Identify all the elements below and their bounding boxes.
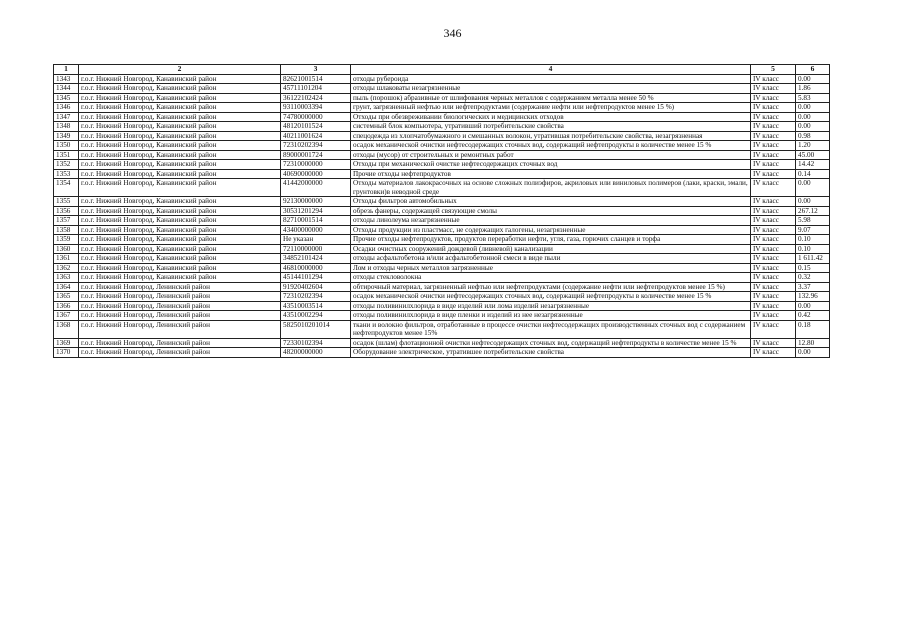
waste-name-cell: Отходы фильтров автомобильных <box>351 197 751 207</box>
hazard-class-cell: IV класс <box>751 292 796 302</box>
amount-cell: 0.32 <box>796 273 830 283</box>
row-number: 1352 <box>54 160 79 170</box>
hazard-class-cell: IV класс <box>751 282 796 292</box>
table-row <box>54 197 830 207</box>
location-cell: г.о.г. Нижний Новгород, Канавинский район <box>79 169 281 179</box>
hazard-class-cell: IV класс <box>751 84 796 94</box>
code-cell: 43400000000 <box>281 225 351 235</box>
table-row <box>54 206 830 216</box>
code-cell: 74780000000 <box>281 112 351 122</box>
waste-name-cell: Отходы материалов лакокрасочных на основе сложных полиэфиров, акриловых или виниловых полимеров (лаки, краски, эмали, грунтовки)в неводной среде <box>351 179 751 197</box>
row-number: 1345 <box>54 93 79 103</box>
waste-name-cell: Отходы при обезвреживании биологических и медицинских отходов <box>351 112 751 122</box>
waste-name-cell: Отходы продукции из пластмасс, не содержащих галогены, незагрязненные <box>351 225 751 235</box>
table-row <box>54 320 830 338</box>
code-cell: 72110000000 <box>281 244 351 254</box>
hazard-class-cell: IV класс <box>751 93 796 103</box>
waste-name-cell: отходы линолеума незагрязненные <box>351 216 751 226</box>
waste-table <box>53 64 830 358</box>
code-cell: 82710001514 <box>281 216 351 226</box>
hazard-class-cell: IV класс <box>751 216 796 226</box>
hazard-class-cell: IV класс <box>751 320 796 338</box>
code-cell: 45711101204 <box>281 84 351 94</box>
hazard-class-cell: IV класс <box>751 103 796 113</box>
amount-cell: 0.10 <box>796 235 830 245</box>
waste-name-cell: отходы рубероида <box>351 74 751 84</box>
location-cell: г.о.г. Нижний Новгород, Канавинский район <box>79 216 281 226</box>
amount-cell: 0.00 <box>796 348 830 358</box>
amount-cell: 132.96 <box>796 292 830 302</box>
location-cell: г.о.г. Нижний Новгород, Канавинский район <box>79 235 281 245</box>
row-number: 1356 <box>54 206 79 216</box>
waste-name-cell: системный блок компьютера, утративший потребительские свойства <box>351 122 751 132</box>
waste-name-cell: Осадки очистных сооружений дождевой (ливневой) канализации <box>351 244 751 254</box>
location-cell: г.о.г. Нижний Новгород, Ленинский район <box>79 311 281 321</box>
location-cell: г.о.г. Нижний Новгород, Канавинский район <box>79 112 281 122</box>
table-row <box>54 74 830 84</box>
hazard-class-cell: IV класс <box>751 112 796 122</box>
amount-cell: 0.10 <box>796 244 830 254</box>
amount-cell: 12.80 <box>796 338 830 348</box>
waste-name-cell: обтирочный материал, загрязненный нефтью или нефтепродуктами (содержание нефти или нефтепродуктов менее 15 %) <box>351 282 751 292</box>
table-row <box>54 311 830 321</box>
location-cell: г.о.г. Нижний Новгород, Канавинский район <box>79 141 281 151</box>
row-number: 1362 <box>54 263 79 273</box>
amount-cell: 1.86 <box>796 84 830 94</box>
waste-name-cell: отходы асфальтобетона и/или асфальтобетонной смеси в виде пыли <box>351 254 751 264</box>
table-row <box>54 273 830 283</box>
location-cell: г.о.г. Нижний Новгород, Канавинский район <box>79 74 281 84</box>
code-cell: 45144101294 <box>281 273 351 283</box>
amount-cell: 9.07 <box>796 225 830 235</box>
code-cell: 30531201294 <box>281 206 351 216</box>
waste-name-cell: грунт, загрязненный нефтью или нефтепродуктами (содержание нефти или нефтепродуктов менее 15 %) <box>351 103 751 113</box>
hazard-class-cell: IV класс <box>751 197 796 207</box>
code-cell: 5825010201014 <box>281 320 351 338</box>
location-cell: г.о.г. Нижний Новгород, Канавинский район <box>79 254 281 264</box>
col-header-5: 5 <box>751 65 796 75</box>
row-number: 1344 <box>54 84 79 94</box>
amount-cell: 5.98 <box>796 216 830 226</box>
location-cell: г.о.г. Нижний Новгород, Ленинский район <box>79 292 281 302</box>
col-header-4: 4 <box>351 65 751 75</box>
row-number: 1364 <box>54 282 79 292</box>
row-number: 1347 <box>54 112 79 122</box>
waste-name-cell: Отходы при механической очистке нефтесодержащих сточных вод <box>351 160 751 170</box>
code-cell: 93110003394 <box>281 103 351 113</box>
table-row <box>54 244 830 254</box>
row-number: 1350 <box>54 141 79 151</box>
amount-cell: 0.18 <box>796 320 830 338</box>
table-body <box>54 74 830 357</box>
waste-name-cell: Прочие отходы нефтепродуктов, продуктов переработки нефти, угля, газа, горючих сланцев и торфа <box>351 235 751 245</box>
hazard-class-cell: IV класс <box>751 273 796 283</box>
table-row <box>54 141 830 151</box>
row-number: 1368 <box>54 320 79 338</box>
location-cell: г.о.г. Нижний Новгород, Канавинский район <box>79 150 281 160</box>
waste-name-cell: спецодежда из хлопчатобумажного и смешанных волокон, утратившая потребительские свойства, незагрязненная <box>351 131 751 141</box>
table-row <box>54 263 830 273</box>
waste-name-cell: Оборудование электрическое, утратившее потребительские свойства <box>351 348 751 358</box>
location-cell: г.о.г. Нижний Новгород, Ленинский район <box>79 320 281 338</box>
row-number: 1359 <box>54 235 79 245</box>
waste-name-cell: пыль (порошок) абразивные от шлифования черных металлов с содержанием металла менее 50 % <box>351 93 751 103</box>
amount-cell: 0.98 <box>796 131 830 141</box>
location-cell: г.о.г. Нижний Новгород, Канавинский район <box>79 244 281 254</box>
row-number: 1354 <box>54 179 79 197</box>
hazard-class-cell: IV класс <box>751 74 796 84</box>
row-number: 1343 <box>54 74 79 84</box>
hazard-class-cell: IV класс <box>751 160 796 170</box>
table-row <box>54 225 830 235</box>
code-cell: 48200000000 <box>281 348 351 358</box>
waste-name-cell: осадок механической очистки нефтесодержащих сточных вод, содержащий нефтепродукты в количестве менее 15 % <box>351 141 751 151</box>
code-cell: 72310202394 <box>281 292 351 302</box>
amount-cell: 0.42 <box>796 311 830 321</box>
hazard-class-cell: IV класс <box>751 235 796 245</box>
col-header-6: 6 <box>796 65 830 75</box>
hazard-class-cell: IV класс <box>751 348 796 358</box>
location-cell: г.о.г. Нижний Новгород, Ленинский район <box>79 348 281 358</box>
hazard-class-cell: IV класс <box>751 131 796 141</box>
row-number: 1355 <box>54 197 79 207</box>
waste-name-cell: отходы шлаковаты незагрязненные <box>351 84 751 94</box>
hazard-class-cell: IV класс <box>751 244 796 254</box>
table-row <box>54 254 830 264</box>
location-cell: г.о.г. Нижний Новгород, Канавинский район <box>79 160 281 170</box>
table-row <box>54 160 830 170</box>
location-cell: г.о.г. Нижний Новгород, Канавинский район <box>79 206 281 216</box>
col-header-3: 3 <box>281 65 351 75</box>
waste-name-cell: отходы поливинилхлорида в виде изделий или лома изделий незагрязненные <box>351 301 751 311</box>
waste-name-cell: Лом и отходы черных металлов загрязненные <box>351 263 751 273</box>
table-row <box>54 338 830 348</box>
table-row <box>54 179 830 197</box>
hazard-class-cell: IV класс <box>751 206 796 216</box>
amount-cell: 0.00 <box>796 74 830 84</box>
table-row <box>54 131 830 141</box>
row-number: 1361 <box>54 254 79 264</box>
code-cell: 82621001514 <box>281 74 351 84</box>
row-number: 1353 <box>54 169 79 179</box>
location-cell: г.о.г. Нижний Новгород, Канавинский район <box>79 93 281 103</box>
col-header-2: 2 <box>79 65 281 75</box>
code-cell: 40690000000 <box>281 169 351 179</box>
amount-cell: 267.12 <box>796 206 830 216</box>
amount-cell: 0.00 <box>796 197 830 207</box>
table-row <box>54 103 830 113</box>
waste-name-cell: осадок (шлам) флотационной очистки нефтесодержащих сточных вод, содержащий нефтепродукты в количестве менее 15 % <box>351 338 751 348</box>
code-cell: 89000001724 <box>281 150 351 160</box>
table-row <box>54 348 830 358</box>
code-cell: 41442000000 <box>281 179 351 197</box>
location-cell: г.о.г. Нижний Новгород, Канавинский район <box>79 197 281 207</box>
location-cell: г.о.г. Нижний Новгород, Ленинский район <box>79 338 281 348</box>
code-cell: 46810000000 <box>281 263 351 273</box>
code-cell: 43510002294 <box>281 311 351 321</box>
waste-name-cell: обрезь фанеры, содержащей связующие смолы <box>351 206 751 216</box>
amount-cell: 3.37 <box>796 282 830 292</box>
row-number: 1357 <box>54 216 79 226</box>
code-cell: 36122102424 <box>281 93 351 103</box>
page-number: 346 <box>443 26 462 40</box>
waste-name-cell: отходы поливинилхлорида в виде пленки и изделий из нее незагрязненные <box>351 311 751 321</box>
table-row <box>54 235 830 245</box>
amount-cell: 45.00 <box>796 150 830 160</box>
amount-cell: 0.00 <box>796 179 830 197</box>
code-cell: 72330102394 <box>281 338 351 348</box>
hazard-class-cell: IV класс <box>751 179 796 197</box>
code-cell: 40211001624 <box>281 131 351 141</box>
hazard-class-cell: IV класс <box>751 169 796 179</box>
table-row <box>54 169 830 179</box>
location-cell: г.о.г. Нижний Новгород, Канавинский район <box>79 84 281 94</box>
amount-cell: 0.00 <box>796 112 830 122</box>
table-row <box>54 112 830 122</box>
amount-cell: 1.20 <box>796 141 830 151</box>
row-number: 1348 <box>54 122 79 132</box>
location-cell: г.о.г. Нижний Новгород, Канавинский район <box>79 263 281 273</box>
waste-name-cell: осадок механической очистки нефтесодержащих сточных вод, содержащий нефтепродукты в количестве менее 15 % <box>351 292 751 302</box>
location-cell: г.о.г. Нижний Новгород, Канавинский район <box>79 103 281 113</box>
table-row <box>54 292 830 302</box>
table-row <box>54 301 830 311</box>
code-cell: Не указан <box>281 235 351 245</box>
table-row <box>54 122 830 132</box>
table-row <box>54 282 830 292</box>
col-header-1: 1 <box>54 65 79 75</box>
waste-name-cell: ткани и волокно фильтров, отработанные в процессе очистки нефтесодержащих производственных сточных вод с содержанием нефтепродуктов менее 15% <box>351 320 751 338</box>
hazard-class-cell: IV класс <box>751 150 796 160</box>
row-number: 1366 <box>54 301 79 311</box>
row-number: 1370 <box>54 348 79 358</box>
location-cell: г.о.г. Нижний Новгород, Канавинский район <box>79 131 281 141</box>
code-cell: 91920402604 <box>281 282 351 292</box>
row-number: 1360 <box>54 244 79 254</box>
table-row <box>54 93 830 103</box>
hazard-class-cell: IV класс <box>751 301 796 311</box>
table-row <box>54 84 830 94</box>
amount-cell: 14.42 <box>796 160 830 170</box>
hazard-class-cell: IV класс <box>751 311 796 321</box>
location-cell: г.о.г. Нижний Новгород, Ленинский район <box>79 282 281 292</box>
code-cell: 92130000000 <box>281 197 351 207</box>
table-row <box>54 150 830 160</box>
location-cell: г.о.г. Нижний Новгород, Канавинский район <box>79 179 281 197</box>
code-cell: 34852101424 <box>281 254 351 264</box>
row-number: 1365 <box>54 292 79 302</box>
row-number: 1363 <box>54 273 79 283</box>
hazard-class-cell: IV класс <box>751 338 796 348</box>
hazard-class-cell: IV класс <box>751 225 796 235</box>
amount-cell: 1 611.42 <box>796 254 830 264</box>
row-number: 1369 <box>54 338 79 348</box>
code-cell: 48120101524 <box>281 122 351 132</box>
row-number: 1367 <box>54 311 79 321</box>
location-cell: г.о.г. Нижний Новгород, Канавинский район <box>79 225 281 235</box>
location-cell: г.о.г. Нижний Новгород, Канавинский район <box>79 122 281 132</box>
amount-cell: 5.83 <box>796 93 830 103</box>
amount-cell: 0.14 <box>796 169 830 179</box>
waste-name-cell: отходы стекловолокна <box>351 273 751 283</box>
location-cell: г.о.г. Нижний Новгород, Канавинский район <box>79 273 281 283</box>
amount-cell: 0.15 <box>796 263 830 273</box>
hazard-class-cell: IV класс <box>751 263 796 273</box>
table-row <box>54 216 830 226</box>
row-number: 1346 <box>54 103 79 113</box>
header-row <box>54 65 830 75</box>
code-cell: 43510003514 <box>281 301 351 311</box>
code-cell: 72310000000 <box>281 160 351 170</box>
hazard-class-cell: IV класс <box>751 141 796 151</box>
amount-cell: 0.00 <box>796 103 830 113</box>
location-cell: г.о.г. Нижний Новгород, Ленинский район <box>79 301 281 311</box>
amount-cell: 0.00 <box>796 122 830 132</box>
waste-name-cell: отходы (мусор) от строительных и ремонтных работ <box>351 150 751 160</box>
row-number: 1351 <box>54 150 79 160</box>
hazard-class-cell: IV класс <box>751 122 796 132</box>
waste-name-cell: Прочие отходы нефтепродуктов <box>351 169 751 179</box>
row-number: 1358 <box>54 225 79 235</box>
amount-cell: 0.00 <box>796 301 830 311</box>
code-cell: 72310202394 <box>281 141 351 151</box>
row-number: 1349 <box>54 131 79 141</box>
hazard-class-cell: IV класс <box>751 254 796 264</box>
